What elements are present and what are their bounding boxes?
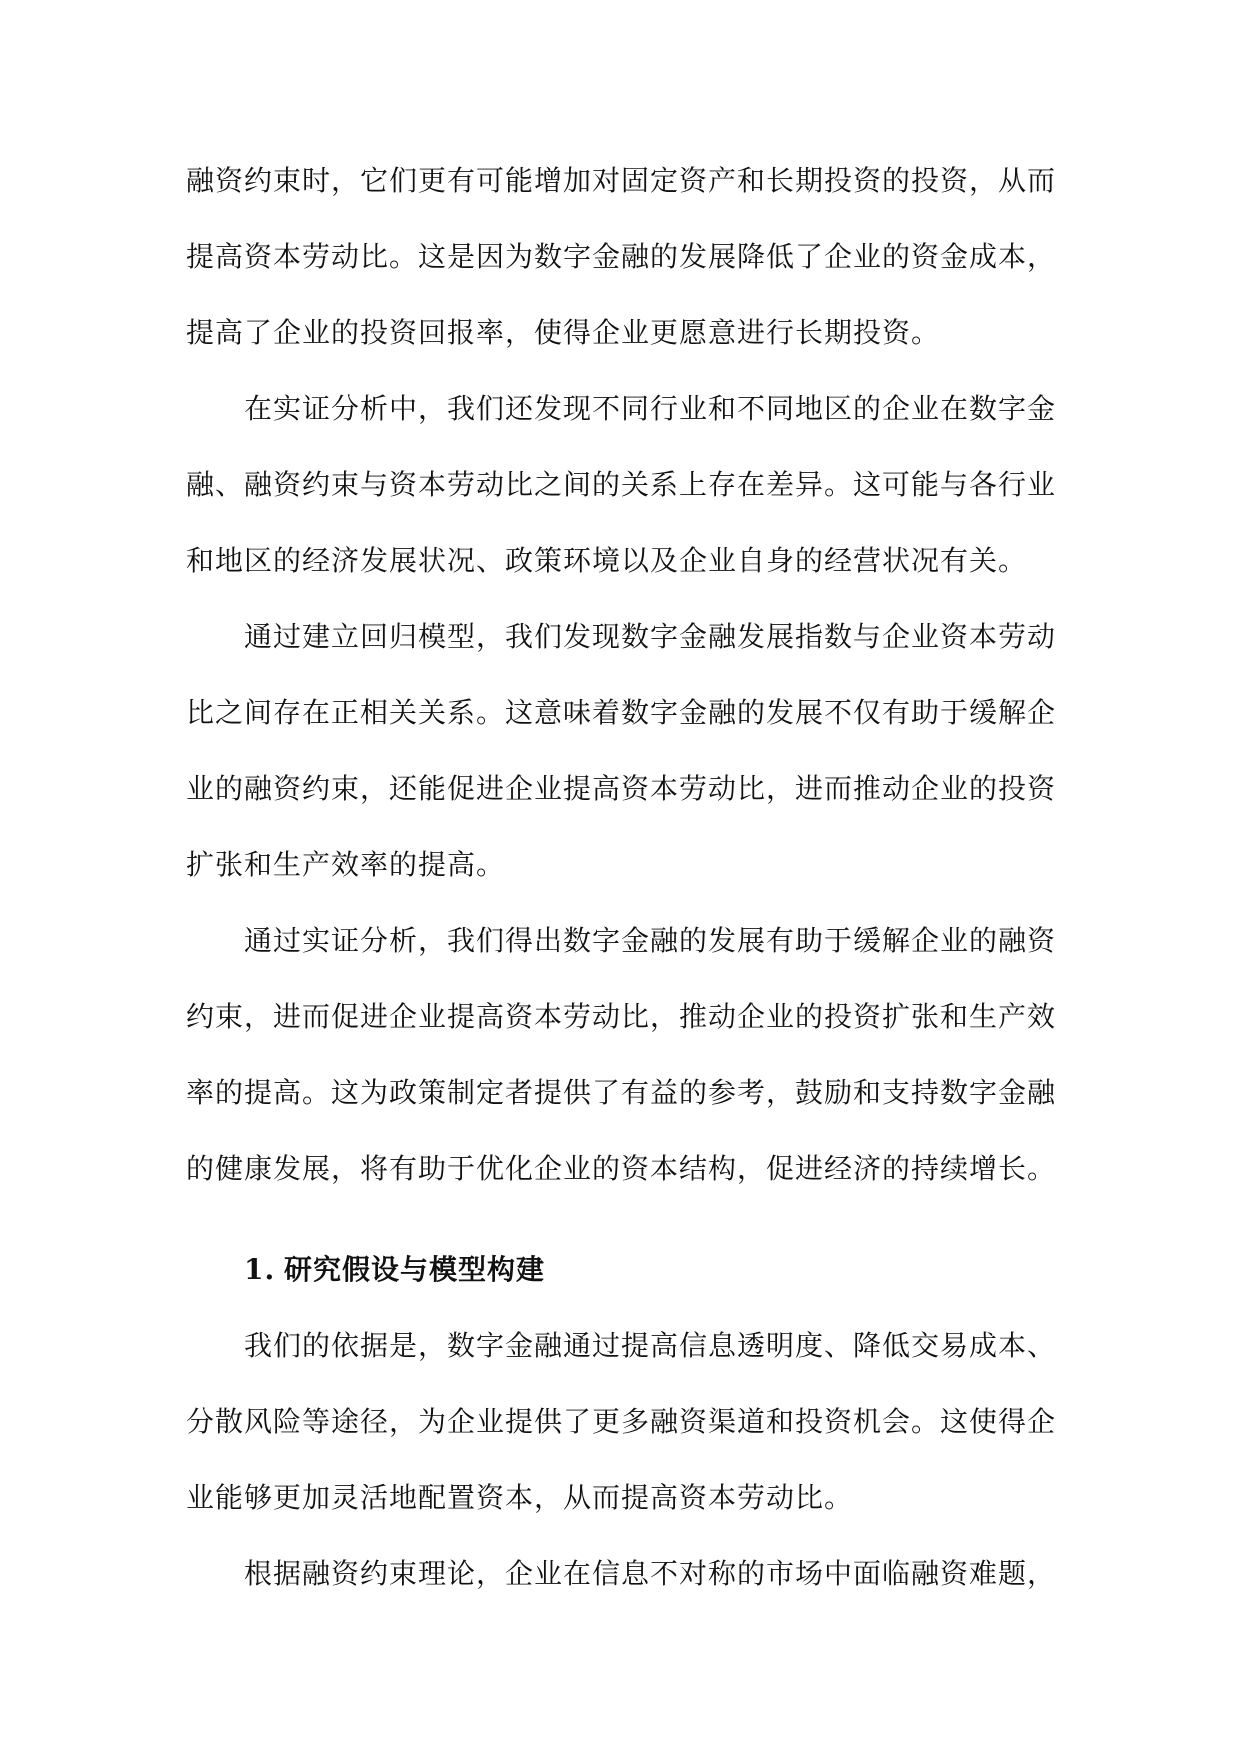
paragraph-4: 通过实证分析，我们得出数字金融的发展有助于缓解企业的融资约束，进而促进企业提高资本劳动比，推动企业的投资扩张和生产效率的提高。这为政策制定者提供了有益的参考，鼓励和支持数字金融的健康发展，将有助于优化企业的资本结构，促进经济的持续增长。 (186, 924, 1057, 1185)
section-title: 研究假设与模型构建 (284, 1253, 546, 1286)
document-body (186, 143, 1056, 1612)
paragraph-3: 通过建立回归模型，我们发现数字金融发展指数与企业资本劳动比之间存在正相关关系。这意味着数字金融的发展不仅有助于缓解企业的融资约束，还能促进企业提高资本劳动比，进而推动企业的投资扩张和生产效率的提高。 (186, 620, 1057, 881)
paragraph-1: 融资约束时，它们更有可能增加对固定资产和长期投资的投资，从而提高资本劳动比。这是因为数字金融的发展降低了企业的资金成本，提高了企业的投资回报率，使得企业更愿意进行长期投资。 (186, 164, 1057, 349)
paragraph-6: 根据融资约束理论，企业在信息不对称的市场中面临融资难题， (244, 1557, 1057, 1590)
paragraph-5: 我们的依据是，数字金融通过提高信息透明度、降低交易成本、分散风险等途径，为企业提供了更多融资渠道和投资机会。这使得企业能够更加灵活地配置资本，从而提高资本劳动比。 (186, 1329, 1057, 1514)
paragraph-2: 在实证分析中，我们还发现不同行业和不同地区的企业在数字金融、融资约束与资本劳动比之间的关系上存在差异。这可能与各行业和地区的经济发展状况、政策环境以及企业自身的经营状况有关。 (186, 392, 1057, 577)
section-number: 1. (244, 1253, 276, 1286)
section-heading (186, 1232, 1056, 1308)
